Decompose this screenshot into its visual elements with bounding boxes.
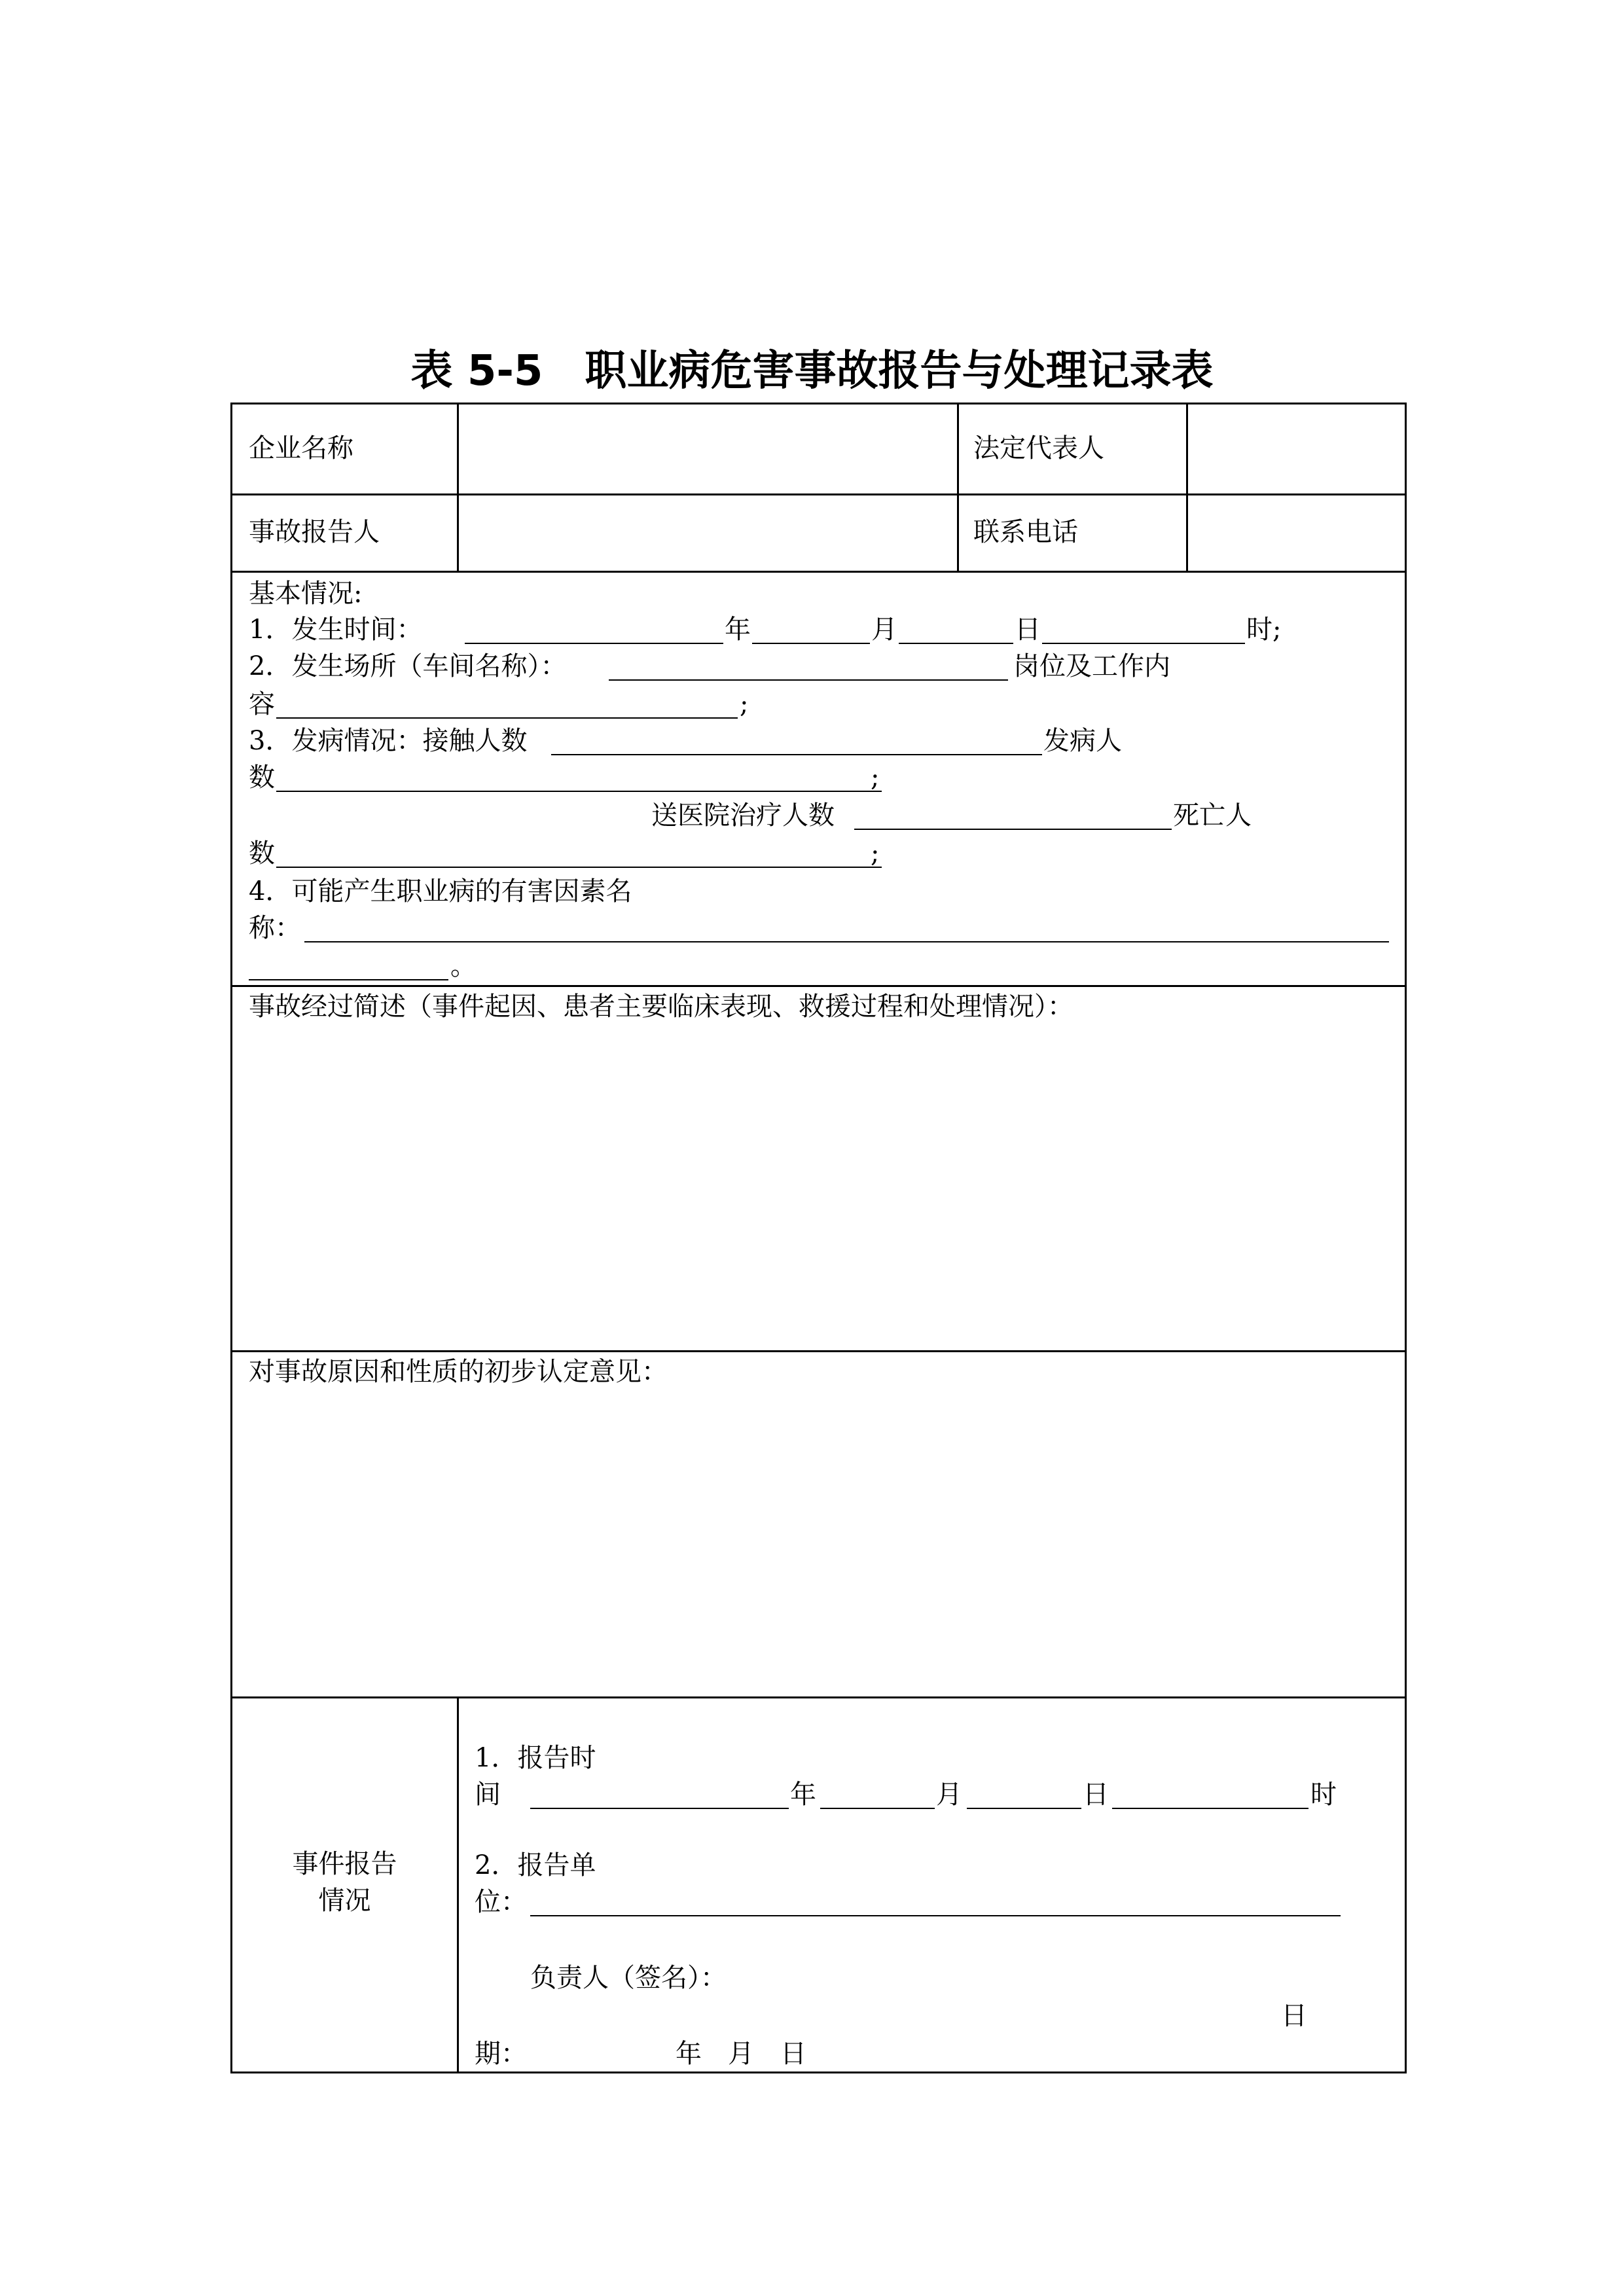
death-count-blank	[276, 867, 882, 868]
semicolon: ;	[871, 838, 880, 869]
hour-blank	[1042, 643, 1245, 644]
date-ymd: 年 月 日	[676, 2039, 806, 2069]
report-year-label: 年	[790, 1780, 816, 1810]
date-label-cont: 期：	[475, 2039, 527, 2069]
row-divider	[230, 985, 1407, 987]
table-border-bottom	[230, 2072, 1407, 2073]
month-label: 月	[871, 615, 897, 645]
report-day-label: 日	[1083, 1780, 1109, 1810]
basic-info-heading: 基本情况:	[249, 579, 363, 609]
semicolon: ;	[871, 762, 880, 793]
hazard-factor-blank-cont	[249, 979, 448, 980]
report-time-label: 1．报告时	[475, 1743, 596, 1773]
column-divider	[457, 403, 459, 573]
row-divider	[230, 1696, 1407, 1698]
report-section-label-cont: 情况	[318, 1886, 371, 1916]
row-divider	[230, 1350, 1407, 1352]
hour-label: 时;	[1246, 615, 1282, 645]
report-unit-blank	[530, 1915, 1341, 1916]
sick-count-label: 发病人	[1043, 726, 1122, 756]
death-count-label-cont: 数	[249, 838, 275, 869]
death-count-label: 死亡人	[1173, 800, 1252, 831]
month-blank	[752, 643, 870, 644]
workshop-name-blank	[609, 679, 1008, 681]
job-content-label-cont: 容	[249, 689, 275, 719]
semicolon: ;	[740, 689, 749, 719]
occurrence-place-label: 2．发生场所（车间名称）：	[249, 651, 567, 681]
report-unit-label: 2．报告单	[475, 1850, 596, 1880]
column-divider	[957, 403, 959, 573]
contact-phone-label: 联系电话	[973, 517, 1078, 547]
year-blank	[465, 643, 723, 644]
date-label: 日	[1281, 2001, 1307, 2031]
job-content-blank	[276, 717, 738, 719]
row-divider	[230, 571, 1407, 573]
table-border-right	[1405, 403, 1407, 2073]
responsible-person-label: 负责人（签名）：	[530, 1963, 727, 1993]
preliminary-opinion-label: 对事故原因和性质的初步认定意见：	[249, 1357, 668, 1387]
page-title: 表 5-5 职业病危害事故报告与处理记录表	[410, 347, 1214, 395]
table-border-top	[230, 403, 1407, 404]
row-divider	[230, 493, 1407, 495]
job-content-label: 岗位及工作内	[1013, 651, 1170, 681]
report-month-blank	[820, 1808, 935, 1809]
company-name-label: 企业名称	[249, 433, 353, 463]
accident-process-label: 事故经过简述（事件起因、患者主要临床表现、救援过程和处理情况）：	[249, 992, 1074, 1022]
accident-reporter-label: 事故报告人	[249, 517, 380, 547]
report-month-label: 月	[936, 1780, 962, 1810]
column-divider	[457, 1696, 459, 2073]
report-year-blank	[530, 1808, 789, 1809]
report-hour-label: 时	[1310, 1780, 1337, 1810]
hazard-factor-blank	[304, 941, 1389, 942]
hazard-factor-label: 4．可能产生职业病的有害因素名	[249, 876, 632, 906]
report-section-label: 事件报告	[292, 1849, 397, 1879]
sick-count-label-cont: 数	[249, 762, 275, 793]
period: 。	[450, 951, 477, 981]
column-divider	[1186, 403, 1188, 573]
case-status-label: 3．发病情况：接触人数	[249, 726, 528, 756]
year-label: 年	[725, 615, 751, 645]
hazard-factor-label-cont: 称：	[249, 913, 301, 943]
hospitalized-count-label: 送医院治疗人数	[651, 800, 835, 831]
report-day-blank	[967, 1808, 1081, 1809]
day-blank	[899, 643, 1013, 644]
legal-representative-label: 法定代表人	[973, 433, 1104, 463]
occurrence-time-label: 1．发生时间：	[249, 615, 423, 645]
table-border-left	[230, 403, 232, 2073]
hospitalized-count-blank	[854, 829, 1172, 830]
report-time-label-cont: 间	[475, 1780, 501, 1810]
sick-count-blank	[276, 791, 882, 792]
report-unit-label-cont: 位：	[475, 1887, 527, 1917]
exposed-count-blank	[551, 754, 1042, 755]
report-hour-blank	[1112, 1808, 1308, 1809]
day-label: 日	[1015, 615, 1041, 645]
